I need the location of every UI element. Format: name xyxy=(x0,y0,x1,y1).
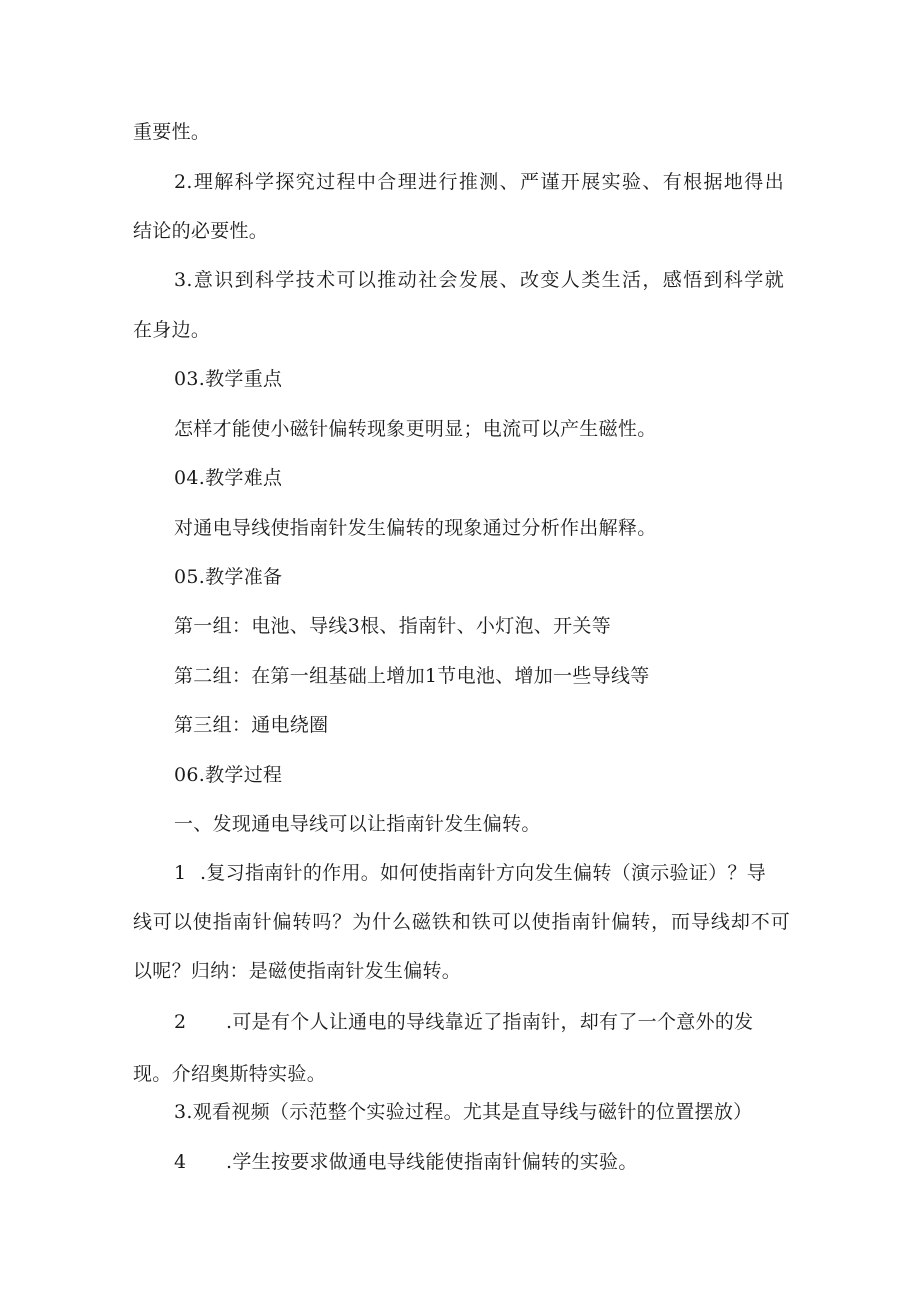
text-line: 第三组：通电绕圈 xyxy=(174,714,329,736)
list-item xyxy=(174,1150,638,1174)
text-line: 第一组：电池、导线3根、指南针、小灯泡、开关等 xyxy=(174,615,611,637)
text-line: 在身边。 xyxy=(133,319,211,341)
text-line: 以呢？归纳：是磁使指南针发生偏转。 xyxy=(133,960,462,982)
list-item xyxy=(174,1010,790,1034)
text-line: 重要性。 xyxy=(133,121,211,143)
section-heading: 03.教学重点 xyxy=(174,368,283,390)
text-line: 现。介绍奥斯特实验。 xyxy=(133,1063,327,1085)
section-heading: 05.教学准备 xyxy=(174,566,283,588)
text-line: 线可以使指南针偏转吗？为什么磁铁和铁可以使指南针偏转，而导线却不可 xyxy=(133,911,790,933)
section-heading: 06.教学过程 xyxy=(174,764,283,786)
text-line: 第二组：在第一组基础上增加1节电池、增加一些导线等 xyxy=(174,665,650,687)
text-line: 怎样才能使小磁针偏转现象更明显；电流可以产生磁性。 xyxy=(174,418,657,440)
list-item-text: .复习指南针的作用。如何使指南针方向发生偏转（演示验证）？导 xyxy=(200,862,767,884)
text-line: 结论的必要性。 xyxy=(133,220,269,242)
text-line: 3.观看视频（示范整个实验过程。尤其是直导线与磁针的位置摆放） xyxy=(174,1101,753,1123)
list-item-text: .可是有个人让通电的导线靠近了指南针，却有了一个意外的发 xyxy=(226,1011,754,1033)
text-line: 对通电导线使指南针发生偏转的现象通过分析作出解释。 xyxy=(174,517,657,539)
list-item-number: 4 xyxy=(174,1151,187,1173)
text-line: 2.理解科学探究过程中合理进行推测、严谨开展实验、有根据地得出 xyxy=(174,171,784,193)
text-line: 一、发现通电导线可以让指南针发生偏转。 xyxy=(174,813,541,835)
text-line: 3.意识到科学技术可以推动社会发展、改变人类生活，感悟到科学就 xyxy=(174,269,784,291)
list-item-number: 2 xyxy=(174,1011,187,1033)
list-item xyxy=(174,861,790,885)
list-item-text: .学生按要求做通电导线能使指南针偏转的实验。 xyxy=(226,1151,638,1173)
section-heading: 04.教学难点 xyxy=(174,467,283,489)
list-item-number: 1 xyxy=(174,862,187,884)
